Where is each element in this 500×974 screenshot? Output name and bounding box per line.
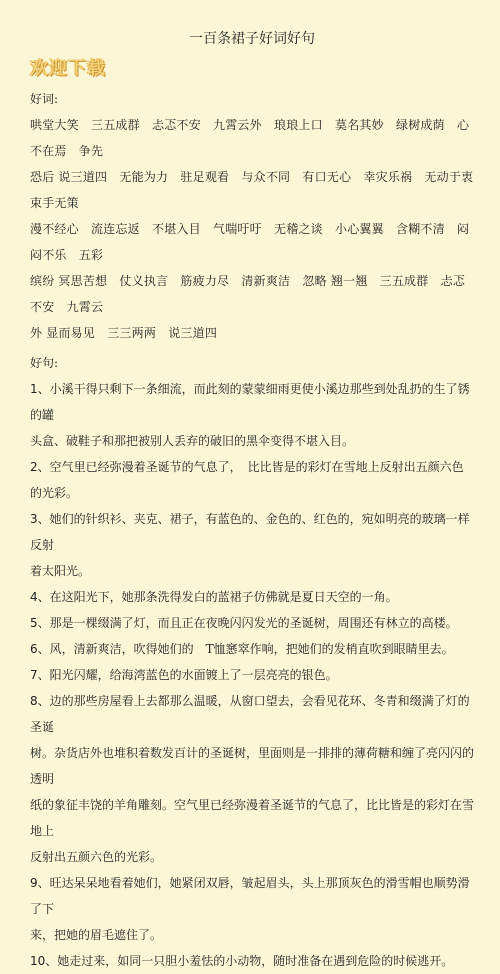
sentence-item	[30, 688, 474, 870]
sentence-line	[30, 376, 474, 428]
sentence-number: 4	[30, 590, 38, 604]
sentence-line	[30, 948, 474, 974]
sentence-line: 树。杂货店外也堆积着数发百计的圣诞树，里面则是一排排的薄荷糖和缠了亮闪闪的透明	[30, 746, 475, 786]
sentence-line	[30, 662, 474, 688]
sentence-item	[30, 454, 474, 506]
sentence-number: 10	[30, 954, 46, 968]
document-title: 一百条裙子好词好句	[189, 31, 315, 47]
sentence-number: 3	[30, 512, 38, 526]
sentence-text: 、她走过来，如同一只胆小羞怯的小动物，随时准备在遇到危险的时候逃开。	[45, 954, 454, 968]
good-words-block	[30, 112, 486, 346]
good-words-line: 缤纷 冥思苦想 仗义执言 筋疲力尽 清新爽洁 忽略 翘一翘 三五成群 忐忑不安 九霄云	[30, 274, 466, 314]
sentence-line: 纸的象征丰饶的羊角雕刻。空气里已经弥漫着圣诞节的气息了，比比皆是的彩灯在雪地上	[30, 798, 475, 838]
sentence-text: 、边的那些房屋看上去都那么温暖，从窗口望去，会看见花环、冬青和缀满了灯的圣诞	[30, 694, 470, 734]
sentence-line	[30, 870, 474, 922]
sentence-line	[30, 636, 474, 662]
sentence-text: 、小溪干得只剩下一条细流，而此刻的蒙蒙细雨更使小溪边那些到处乱扔的生了锈的罐	[30, 382, 470, 422]
sentence-list	[30, 376, 474, 974]
sentence-item	[30, 610, 474, 636]
good-words-line: 漫不经心 流连忘返 不堪入目 气喘吁吁 无稽之谈 小心翼翼 含糊不清 闷闷不乐 五彩	[30, 222, 470, 262]
sentence-line	[30, 454, 474, 506]
good-words-line: 恐后 说三道四 无能为力 驻足观看 与众不同 有口无心 幸灾乐祸 无动于衷 束手无策	[30, 170, 486, 210]
good-sentences-label: 好句:	[30, 356, 59, 370]
sentence-number: 5	[30, 616, 38, 630]
sentence-item	[30, 506, 474, 584]
sentence-text: 、那是一棵缀满了灯，而且正在夜晚闪闪发光的圣诞树，周围还有林立的高楼。	[37, 616, 458, 630]
sentence-item	[30, 636, 474, 662]
sentence-line	[30, 610, 474, 636]
sentence-line	[30, 688, 474, 740]
sentence-number: 7	[30, 668, 38, 682]
sentence-line: 来，把她的眉毛遮住了。	[30, 928, 163, 942]
sentence-item	[30, 584, 474, 610]
sentence-item	[30, 870, 474, 948]
sentence-number: 8	[30, 694, 38, 708]
good-words-label: 好词:	[30, 92, 59, 106]
sentence-text: 、阳光闪耀，给海湾蓝色的水面镀上了一层亮亮的银色。	[37, 668, 338, 682]
sentence-number: 9	[30, 876, 38, 890]
sentence-line	[30, 506, 474, 558]
sentence-text: 、在这阳光下，她那条洗得发白的蓝裙子仿佛就是夏日天空的一角。	[37, 590, 398, 604]
sentence-text: 、她们的针织衫、夹克、裙子，有蓝色的、金色的、红色的，宛如明亮的玻璃一样反射	[30, 512, 470, 552]
sentence-line: 着太阳光。	[30, 564, 91, 578]
good-words-line: 哄堂大笑 三五成群 忐忑不安 九霄云外 琅琅上口 莫名其妙 绿树成荫 心不在焉 争先	[30, 118, 470, 158]
sentence-item	[30, 948, 474, 974]
sentence-text: 、旺达呆呆地看着她们，她紧闭双唇，皱起眉头，头上那顶灰色的滑雪帽也顺势滑了下	[30, 876, 470, 916]
good-words-line: 外 显而易见 三三两两 说三道四	[30, 326, 218, 340]
download-banner[interactable]: 欢迎下载	[30, 58, 106, 79]
sentence-number: 1	[30, 382, 38, 396]
sentence-text: 、空气里已经弥漫着圣诞节的气息了， 比比皆是的彩灯在雪地上反射出五颜六色的光彩。	[30, 460, 464, 500]
sentence-item	[30, 376, 474, 454]
sentence-number: 6	[30, 642, 38, 656]
sentence-text: 、风，清新爽洁，吹得她们的 T恤窸窣作响，把她们的发梢直吹到眼睛里去。	[37, 642, 454, 656]
sentence-line: 反射出五颜六色的光彩。	[30, 850, 163, 864]
sentence-line	[30, 584, 474, 610]
sentence-line: 头盒、破鞋子和那把被别人丢弃的破旧的黑伞变得不堪入目。	[30, 434, 355, 448]
sentence-item	[30, 662, 474, 688]
sentence-number: 2	[30, 460, 38, 474]
